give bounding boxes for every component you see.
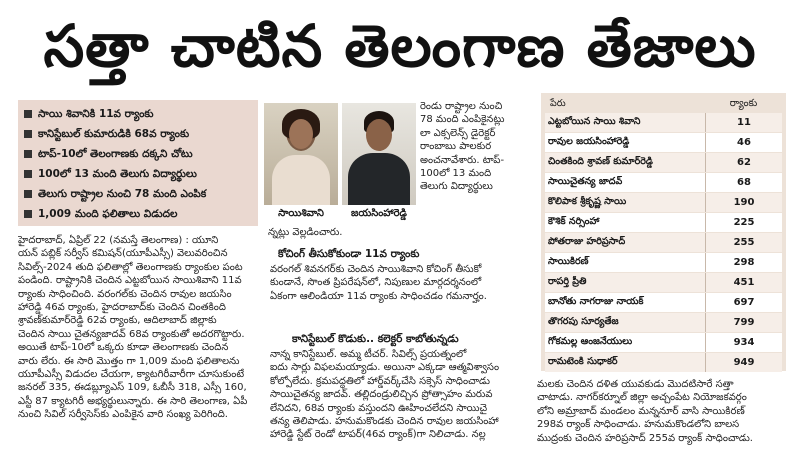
table-row (545, 113, 782, 132)
article-body-right: మలకు చెందిన దళిత యువకుడు మొదటిసారే సత్తా చాటాడు. నాగర్‌కర్నూల్ జిల్లా అచ్చంపేట నియోజకవర్గం లోని అమ్రాబాద్ మండలం మన్ననూర్ వాసి సాయికిరణ్ 298వ ర్యాంక్ సాధించాడు. హనుమకొండలోని బాలస ముద్రంకు చెందిన హరిప్రసాద్ 255వ ర్యాంక్ సాధించాడు. (537, 379, 753, 444)
candidate-rank: 68 (737, 177, 751, 188)
candidate-rank: 949 (733, 357, 755, 368)
highlight-text: 100లో 13 మంది తెలుగు విద్యార్థులు (38, 168, 197, 180)
portrait-body (348, 153, 410, 205)
candidate-rank: 255 (733, 237, 755, 248)
candidate-name: రామటెంకి సుధాకర్ (548, 356, 618, 367)
candidate-name: సాయికిరణ్ (548, 256, 589, 267)
highlight-text: తెలుగు రాష్ట్రాల నుంచి 78 మంది ఎంపిక (38, 188, 207, 200)
headline: సత్తా చాటిన తెలంగాణ తేజాలు (43, 12, 757, 80)
table-row (545, 213, 782, 232)
table-row (545, 313, 782, 332)
candidate-rank: 225 (733, 217, 755, 228)
bullet-icon (24, 130, 32, 138)
candidate-name: సాయిచైతన్య జాదవ్ (548, 176, 623, 187)
article-paragraph: నాన్న కానిస్టేబుల్. అమ్మ టీచర్. సివిల్స్ ప్రయత్నంలో ఐదు సార్లు విఫలమయ్యాడు. అయినా ఎక్కడా ఆత్మవిశ్వాసం కోల్పోలేదు. క్రమపద్ధతిలో హార్డ్‌వర్క్‌చేసి సక్సెస్ సాధించాడు సాయిచైతన్య జాదవ్. తల్లిదండ్రులిచ్చిన ప్రోత్సాహం మరువ లేనిదని, 68వ ర్యాంకు వస్తుందని ఊహించలేదని సాయిచై తన్య తెలిపాడు. హనుమకొండకు చెందిన రావుల జయసింహా హారెడ్డి స్టేట్ రెండో టాపర్(46వ ర్యాంక్)గా నిలిచాడు. నల్ల (270, 349, 500, 441)
highlight-item (24, 164, 252, 184)
candidate-name: బానోతు నాగరాజు నాయక్ (548, 296, 644, 307)
candidate-name: పోతరాజు హరిప్రసాద్ (548, 236, 626, 247)
photo-sai-shivani (264, 103, 338, 205)
candidate-name: రాపర్తి ప్రీతి (548, 276, 587, 287)
header-name: పేరు (550, 98, 566, 109)
bullet-icon (24, 170, 32, 178)
upper-right-text: రెండు రాష్ట్రాల నుంచి 78 మంది ఎంపికైనట్లు లా ఎక్సలెన్స్ డైరెక్టర్ రాంబాబు పాలకుర అంచనావేశారు. టాప్- 100లో 13 మంది తెలుగు విద్యార్థులు (420, 101, 505, 193)
table-row (545, 153, 782, 172)
highlight-item (24, 144, 252, 164)
upper-right-tail: న్నట్లు వెల్లడించారు. (268, 227, 343, 238)
portrait-body (272, 155, 330, 205)
candidate-name: తొగరపు సూర్యతేజ (548, 316, 619, 327)
portrait-face (289, 119, 313, 149)
highlight-text: సాయి శివానికి 11వ ర్యాంకు (38, 108, 154, 120)
highlight-text: 1,009 మంది ఫలితాలు విడుదల (38, 208, 178, 220)
subhead-coaching: కోచింగ్ తీసుకోకుండా 11వ ర్యాంకు (278, 248, 420, 260)
candidate-name: ఎట్టబోయిన సాయి శివాని (548, 116, 641, 127)
candidate-rank: 799 (733, 317, 755, 328)
candidate-name: కొలిపాక శ్రీకృష్ణ సాయి (548, 196, 627, 207)
article-paragraph: వరంగల్ శివనగర్‌కు చెందిన సాయిశివాని కోచింగ్ తీసుకో కుండానే, సొంత ప్రిపరేషన్‌లో, నిపుణుల మార్గదర్శనంలో ఏకంగా ఆలిండియా 11వ ర్యాంకు సాధించడం గమనార్హం. (270, 264, 487, 302)
candidate-rank: 11 (737, 117, 751, 128)
bullet-icon (24, 150, 32, 158)
candidate-name: గోకమల్ల ఆంజనేయులు (548, 336, 633, 347)
table-row (545, 133, 782, 152)
table-row (545, 233, 782, 252)
table-row (545, 173, 782, 192)
bullet-icon (24, 190, 32, 198)
candidate-name: కౌశిక్ నర్సింహా (548, 216, 600, 227)
table-row (545, 293, 782, 312)
candidate-rank: 46 (737, 137, 751, 148)
photo-jayasimha-reddy (342, 103, 416, 205)
bullet-icon (24, 210, 32, 218)
rank-table (541, 93, 786, 371)
candidate-name: చింతకింది శ్రావణ్ కుమార్‌రెడ్డి (548, 156, 653, 167)
highlight-item (24, 124, 252, 144)
table-row (545, 193, 782, 212)
highlight-item (24, 204, 252, 224)
subhead-constable-son: కానిస్టేబుల్ కొడుకు.. కలెక్టర్ కాబోతున్నడు (292, 333, 459, 345)
candidate-rank: 190 (733, 197, 755, 208)
photo-caption: జయసింహారెడ్డి (342, 206, 416, 222)
highlight-item (24, 104, 252, 124)
portrait-face (366, 119, 392, 151)
candidate-rank: 298 (733, 257, 755, 268)
article-body-left (18, 234, 260, 470)
header-rank: ర్యాంకు (729, 98, 758, 109)
highlight-text: టాప్-10లో తెలంగాణకు దక్కని చోటు (38, 148, 193, 160)
bullet-icon (24, 110, 32, 118)
candidate-rank: 934 (733, 337, 755, 348)
candidate-rank: 697 (733, 297, 755, 308)
table-row (545, 353, 782, 372)
table-row (545, 333, 782, 352)
table-row (545, 253, 782, 272)
candidate-rank: 451 (733, 277, 755, 288)
highlights-box (18, 100, 258, 226)
table-row (545, 273, 782, 292)
rank-table-header (545, 95, 782, 112)
rank-table-body (545, 113, 782, 372)
highlight-item (24, 184, 252, 204)
highlight-text: కానిస్టేబుల్ కుమారుడికి 68వ ర్యాంకు (38, 128, 190, 140)
photo-caption: సాయిశివాని (264, 206, 338, 222)
article-paragraph: హైదరాబాద్, ఏప్రిల్ 22 (నమస్తే తెలంగాణ) : యూని యన్ పబ్లిక్ సర్వీస్ కమిషన్(యూపీఎస్సీ) వెలువరించిన సివిల్స్-2024 తుది ఫలితాల్లో తెలంగాణకు ర్యాంకుల పంట పండింది. రాష్ట్రానికి చెందిన ఎట్టబోయిన సాయిశివాని 11వ ర్యాంకు సాధించింది. వరంగల్‌కు చెందిన రావుల జయసిం హారెడ్డి 46వ ర్యాంకు, హైదరాబాద్‌కు చెందిన చింతకింది శ్రావణ్‌కుమార్‌రెడ్డి 62వ ర్యాంకు, ఆదిలాబాద్ జిల్లాకు చెందిన సాయి చైతన్యజాదవ్ 68వ ర్యాంకుతో అదరగొట్టారు. అయితే టాప్-10లో ఒక్కరు కూడా తెలంగాణకు చెందిన వారు లేరు. ఈ సారి మొత్తం గా 1,009 మంది ఫలితాలను యూపీఎస్సీ విడుదల చేయగా, క్యాటగిరీవారీగా చూసుకుంటే జనరల్ 335, ఈడబ్ల్యూఎస్ 109, ఓబీసీ 318, ఎస్సీ 160, ఎస్టీ 87 క్యాటగిరీ అభ్యర్థులున్నారు. ఈ సారి తెలంగాణ, ఏపీ నుంచి సివిల్ సర్వీసెస్‌కు ఎంపికైన వారి సంఖ్య పెరిగింది. (18, 235, 248, 421)
candidate-rank: 62 (737, 157, 751, 168)
candidate-name: రావుల జయసింహారెడ్డి (548, 136, 630, 147)
